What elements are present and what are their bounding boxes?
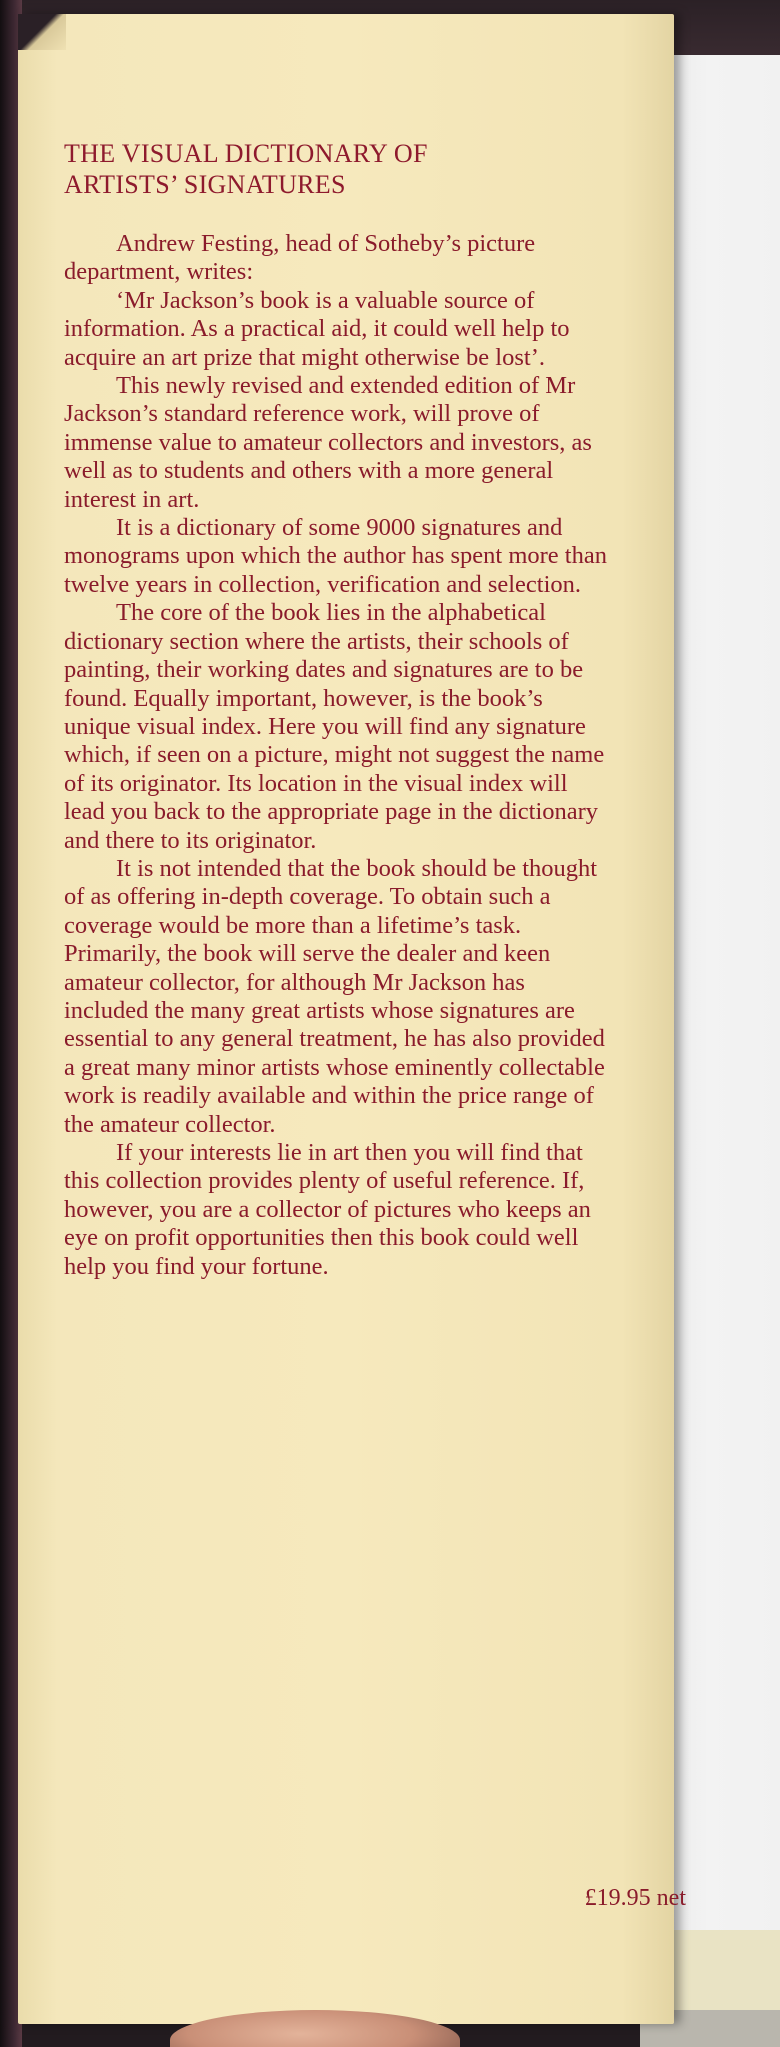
blurb-paragraph: It is a dictionary of some 9000 signatures and monograms upon which the author has spent more than twelve years in collection, verification and selection.	[64, 514, 607, 598]
blurb-paragraph: If your interests lie in art then you will find that this collection provides plenty of useful reference. If, however, you are a collector of pictures who keeps an eye on profit opportunities then this book could well help you find your fortune.	[64, 1139, 591, 1280]
blurb	[64, 230, 610, 1281]
blurb-paragraph: Andrew Festing, head of Sotheby’s picture department, writes:	[64, 230, 536, 286]
book-title-line-1: THE VISUAL DICTIONARY OF	[64, 139, 428, 168]
blurb-paragraph: It is not intended that the book should be thought of as offering in-depth coverage. To obtain such a coverage would be more than a lifetime’s task. Primarily, the book will serve the dealer and keen amateur collector, for although Mr Jackson has included the many great artists whose signatures are essential to any general treatment, he has also provided a great many minor artists whose eminently collectable work is readily available and within the price range of the amateur collector.	[64, 854, 605, 1138]
book-page-edge	[660, 55, 780, 2015]
blurb-paragraph: The core of the book lies in the alphabetical dictionary section where the artists, their schools of painting, their working dates and signatures are to be found. Equally important, however, is the book’s unique visual index. Here you will find any signature which, if seen on a picture, might not suggest the name of its originator. Its location in the visual index will lead you back to the appropriate page in the dictionary and there to its originator.	[64, 599, 605, 854]
book-title	[64, 138, 610, 200]
jacket-text	[64, 138, 610, 1281]
jacket-torn-corner	[18, 14, 66, 50]
book-title-line-2: ARTISTS’ SIGNATURES	[64, 170, 346, 199]
blurb-paragraph: ‘Mr Jackson’s book is a valuable source of information. As a practical aid, it could well help to acquire an art prize that might otherwise be lost’.	[64, 286, 570, 371]
blurb-paragraph: This newly revised and extended edition of Mr Jackson’s standard reference work, will prove of immense value to amateur collectors and investors, as well as to students and others with a more general interest in art.	[64, 372, 592, 513]
book-board-edge	[672, 1930, 780, 2010]
price-label: £19.95 net	[584, 1885, 686, 1911]
